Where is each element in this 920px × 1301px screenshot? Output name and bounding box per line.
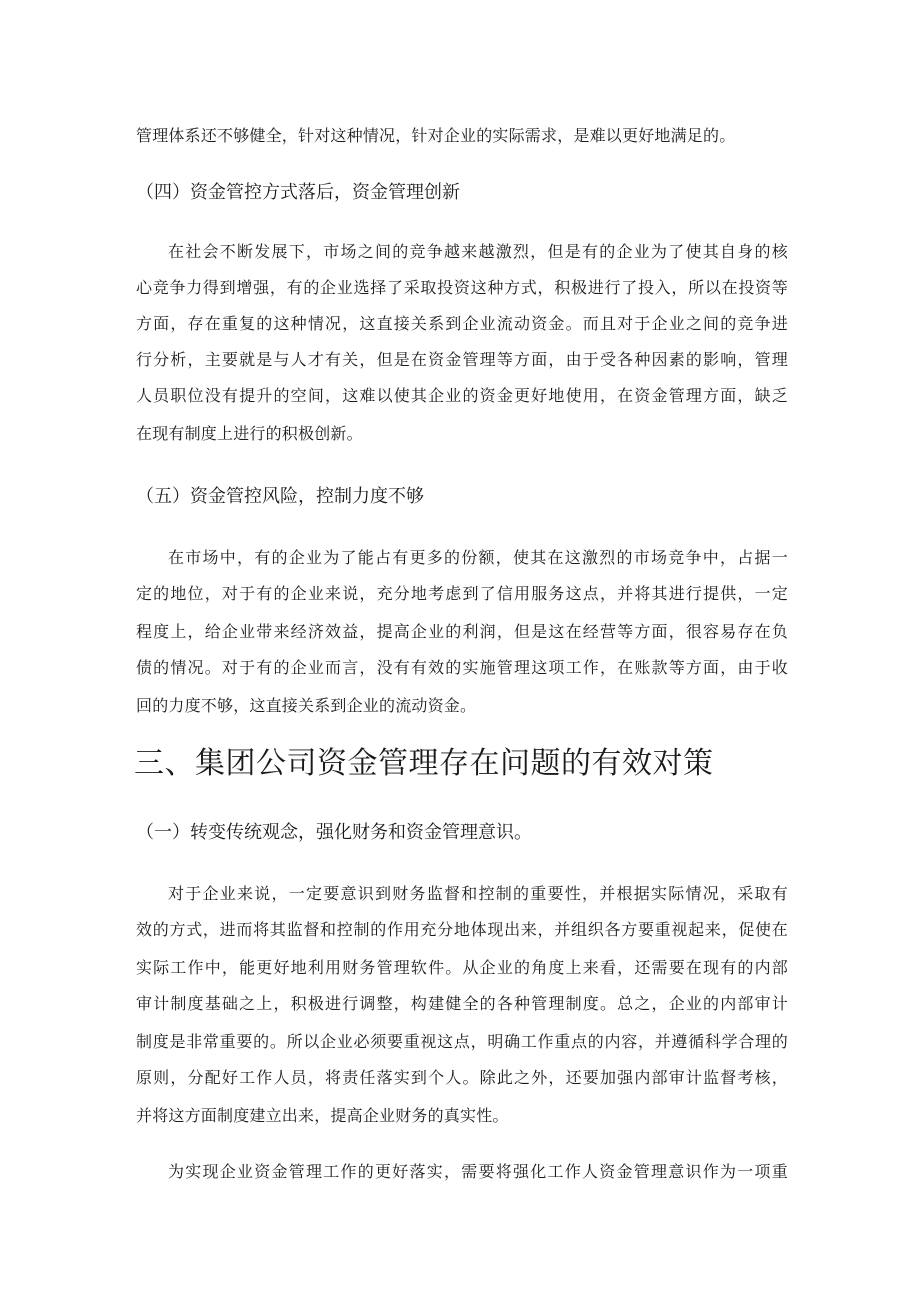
paragraph-line: 定的地位，对于有的企业来说，充分地考虑到了信用服务这点，并将其进行提供，一定 bbox=[136, 584, 788, 603]
paragraph-line: 并将这方面制度建立出来，提高企业财务的真实性。 bbox=[136, 1106, 509, 1125]
paragraph-line: 债的情况。对于有的企业而言，没有有效的实施管理这项工作，在账款等方面，由于收 bbox=[136, 658, 788, 677]
paragraph-line: 为实现企业资金管理工作的更好落实，需要将强化工作人资金管理意识作为一项重 bbox=[168, 1162, 788, 1181]
paragraph-line: 在社会不断发展下，市场之间的竞争越来越激烈，但是有的企业为了使其自身的核 bbox=[168, 242, 788, 261]
paragraph-line: 在现有制度上进行的积极创新。 bbox=[136, 424, 363, 443]
paragraph-line: 行分析，主要就是与人才有关，但是在资金管理等方面，由于受各种因素的影响，管理 bbox=[136, 350, 788, 369]
subheading-5: （五）资金管控风险，控制力度不够 bbox=[136, 486, 424, 507]
section-title: 三、集团公司资金管理存在问题的有效对策 bbox=[134, 746, 714, 781]
subheading-4: （四）资金管控方式落后，资金管理创新 bbox=[136, 182, 460, 203]
paragraph-line: 对于企业来说，一定要意识到财务监督和控制的重要性，并根据实际情况，采取有 bbox=[168, 884, 788, 903]
paragraph-line: 审计制度基础之上，积极进行调整，构建健全的各种管理制度。总之，企业的内部审计 bbox=[136, 994, 788, 1013]
paragraph-line: 效的方式，进而将其监督和控制的作用充分地体现出来，并组织各方要重视起来，促使在 bbox=[136, 920, 788, 939]
paragraph-line: 实际工作中，能更好地利用财务管理软件。从企业的角度上来看，还需要在现有的内部 bbox=[136, 958, 788, 977]
paragraph-line: 管理体系还不够健全，针对这种情况，针对企业的实际需求，是难以更好地满足的。 bbox=[136, 126, 736, 145]
paragraph-line: 原则，分配好工作人员，将责任落实到个人。除此之外，还要加强内部审计监督考核， bbox=[136, 1068, 788, 1087]
paragraph-line: 制度是非常重要的。所以企业必须要重视这点，明确工作重点的内容，并遵循科学合理的 bbox=[136, 1032, 788, 1051]
paragraph-line: 心竞争力得到增强，有的企业选择了采取投资这种方式，积极进行了投入，所以在投资等 bbox=[136, 278, 788, 297]
paragraph-line: 回的力度不够，这直接关系到企业的流动资金。 bbox=[136, 696, 477, 715]
paragraph-line: 方面，存在重复的这种情况，这直接关系到企业流动资金。而且对于企业之间的竞争进 bbox=[136, 314, 788, 333]
subheading-1: （一）转变传统观念，强化财务和资金管理意识。 bbox=[136, 822, 532, 843]
paragraph-line: 在市场中，有的企业为了能占有更多的份额，使其在这激烈的市场竞争中，占据一 bbox=[168, 548, 788, 567]
paragraph-line: 人员职位没有提升的空间，这难以使其企业的资金更好地使用，在资金管理方面，缺乏 bbox=[136, 386, 788, 405]
paragraph-line: 程度上，给企业带来经济效益，提高企业的利润，但是这在经营等方面，很容易存在负 bbox=[136, 622, 788, 641]
